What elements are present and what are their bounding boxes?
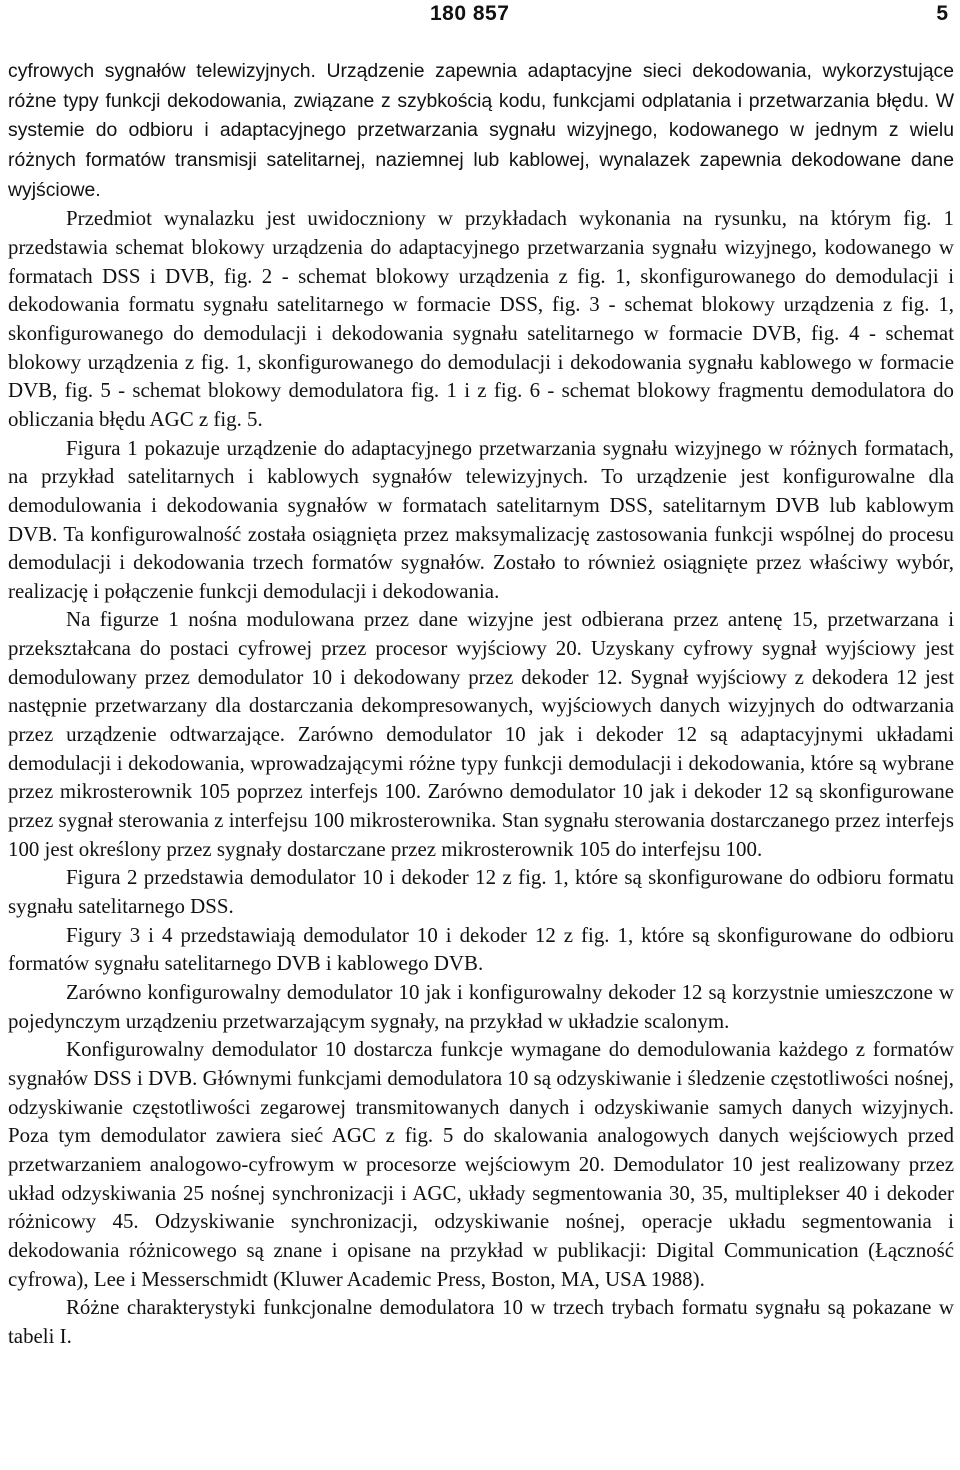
paragraph-text: Figura 1 pokazuje urządzenie do adaptacyjnego przetwarzania sygnału wizyjnego w różnych formatach, na przykład satelitarnych i kablowych sygnałów telewizyjnych. To urządzenie jest konfigurowalne dla demodulowania i dekodowania sygnałów w formatach satelitarnym DSS, satelitarnym DVB lub kablowym DVB. Ta konfigurowalność została osiągnięta przez maksymalizację zastosowania funkcji wspólnej do procesu demodulacji i dekodowania trzech formatów sygnałów. Zostało to również osiągnięte przez właściwy wybór, realizację i połączenie funkcji demodulacji i dekodowania. [8, 435, 954, 603]
paragraph-figures-3-4 [8, 921, 954, 978]
paragraph-table-reference [8, 1293, 954, 1350]
paragraph-figure-1 [8, 434, 954, 606]
paragraph-figure-2 [8, 863, 954, 920]
paragraph-text: Konfigurowalny demodulator 10 dostarcza funkcje wymagane do demodulowania każdego z formatów sygnałów DSS i DVB. Głównymi funkcjami demodulatora 10 są odzyskiwanie i śledzenie częstotliwości nośnej, odzyskiwanie częstotliwości zegarowej transmitowanych danych i odzyskiwanie samych danych wizyjnych. Poza tym demodulator zawiera sieć AGC z fig. 5 do skalowania analogowych danych wejściowych przed przetwarzaniem analogowo-cyfrowym w procesorze wejściowym 20. Demodulator 10 jest realizowany przez układ odzyskiwania 25 nośnej synchronizacji i AGC, układy segmentowania 30, 35, multiplekser 40 i dekoder różnicowy 45. Odzyskiwanie synchronizacji, odzyskiwanie nośnej, operacje układu segmentowania i dekodowania różnicowego są znane i opisane na przykład w publikacji: Digital Communication (Łączność cyfrowa), Lee i Messerschmidt (Kluwer Academic Press, Boston, MA, USA 1988). [8, 1037, 954, 1291]
page-header [0, 0, 960, 36]
paragraph-integration [8, 978, 954, 1035]
page-number: 5 [936, 2, 948, 25]
paragraph-text: Figury 3 i 4 przedstawiają demodulator 10 i dekoder 12 z fig. 1, które są skonfigurowane do odbioru formatów sygnału satelitarnego DVB i kablowego DVB. [8, 922, 954, 976]
paragraph-text: Różne charakterystyki funkcjonalne demodulatora 10 w trzech trybach formatu sygnału są pokazane w tabeli I. [8, 1295, 954, 1348]
paragraph-figures-list [8, 204, 954, 433]
document-body [8, 56, 954, 1351]
paragraph-text: cyfrowych sygnałów telewizyjnych. Urządzenie zapewnia adaptacyjne sieci dekodowania, wykorzystujące różne typy funkcji dekodowania, związane z szybkością kodu, funkcjami odplatania i przetwarzania błędu. [8, 60, 954, 112]
paragraph-intro-continued [8, 56, 954, 204]
paragraph-text: Na figurze 1 nośna modulowana przez dane wizyjne jest odbierana przez antenę 15, przetwarzana i przekształcana do postaci cyfrowej przez procesor wyjściowy 20. Uzyskany cyfrowy sygnał wyjściowy jest demodulowany przez demodulator 10 i dekodowany przez dekoder 12. Sygnał wyjściowy z dekodera 12 jest następnie przetwarzany dla dostarczania dekompresowanych, wyjściowych danych wizyjnych do odtwarzania przez urządzenie odtwarzające. Zarówno demodulator 10 jak i dekoder 12 są adaptacyjnymi układami demodulacji i dekodowania, wprowadzającymi różne typy funkcji demodulacji i dekodowania, które są wybrane przez mikrosterownik 105 poprzez interfejs 100. Zarówno demodulator 10 jak i dekoder 12 są skonfigurowane przez sygnał sterowania z interfejsu 100 mikrosterownika. Stan sygnału sterowania dostarczanego przez interfejs 100 jest określony przez sygnały dostarczane przez mikrosterownik 105 do interfejsu 100. [8, 607, 954, 861]
paragraph-figure-1-detail [8, 605, 954, 863]
document-number: 180 857 [430, 2, 510, 25]
paragraph-demodulator [8, 1035, 954, 1293]
paragraph-text: W systemie do odbioru i adaptacyjnego przetwarzania sygnału wizyjnego, kodowanego w jednym z wielu różnych formatów transmisji satelitarnej, naziemnej lub kablowej, wynalazek zapewnia dekodowane dane wyjściowe. [8, 89, 954, 201]
paragraph-text: Figura 2 przedstawia demodulator 10 i dekoder 12 z fig. 1, które są skonfigurowane do odbioru formatu sygnału satelitarnego DSS. [8, 865, 954, 919]
paragraph-text: Przedmiot wynalazku jest uwidoczniony w przykładach wykonania na rysunku, na którym fig. 1 przedstawia schemat blokowy urządzenia do adaptacyjnego przetwarzania sygnału wizyjnego, kodowanego w formatach DSS i DVB, fig. 2 - schemat blokowy urządzenia z fig. 1, skonfigurowanego do demodulacji i dekodowania formatu sygnału satelitarnego w formacie DSS, fig. 3 - schemat blokowy urządzenia z fig. 1, skonfigurowanego do demodulacji i dekodowania sygnału satelitarnego w formacie DVB, fig. 4 - schemat blokowy urządzenia z fig. 1, skonfigurowanego do demodulacji i dekodowania sygnału kablowego w formacie DVB, fig. 5 - schemat blokowy demodulatora fig. 1 i z fig. 6 - schemat blokowy fragmentu demodulatora do obliczania błędu AGC z fig. 5. [8, 206, 954, 431]
paragraph-text: Zarówno konfigurowalny demodulator 10 jak i konfigurowalny dekoder 12 są korzystnie umieszczone w pojedynczym urządzeniu przetwarzającym sygnały, na przykład w układzie scalonym. [8, 980, 954, 1033]
